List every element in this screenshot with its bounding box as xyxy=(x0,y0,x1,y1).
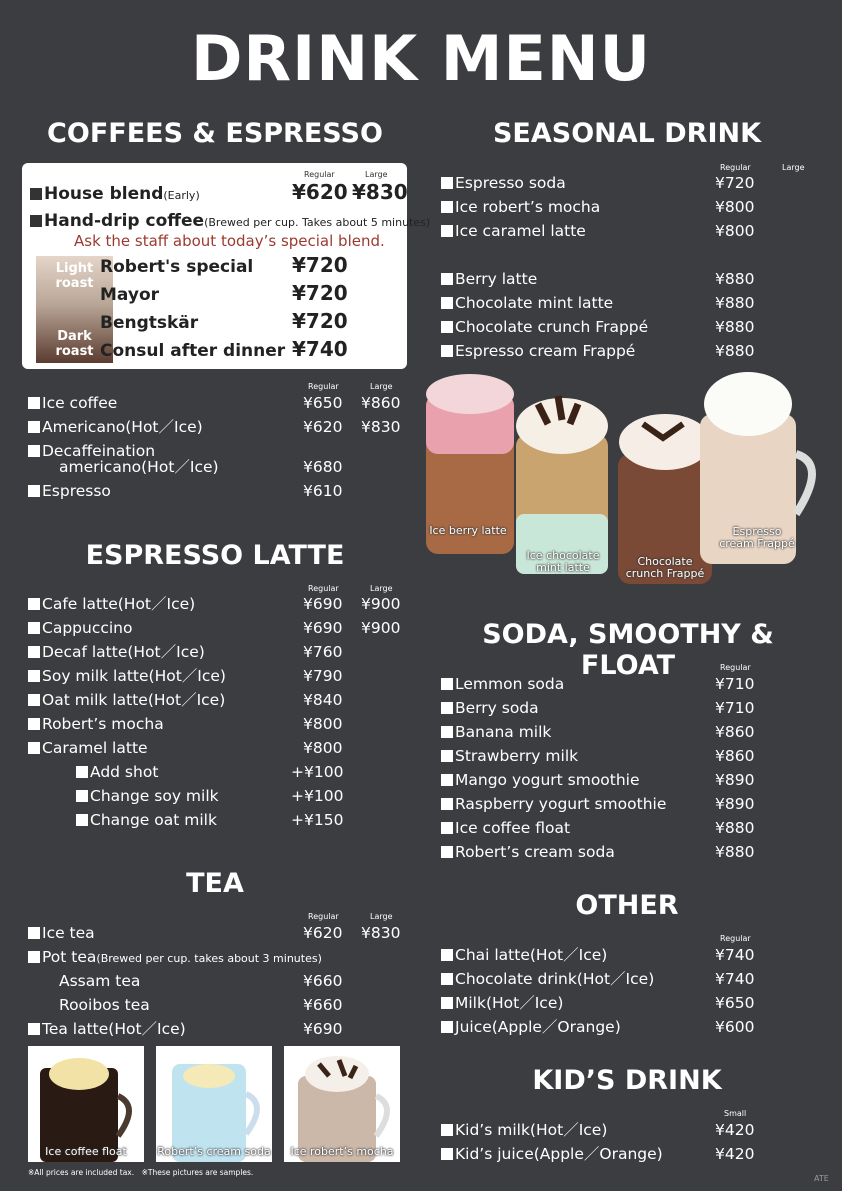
photo-ice-coffee-float xyxy=(28,1046,144,1162)
menu-item: Ice caramel latte ¥800 xyxy=(441,220,781,242)
roast-light-label: Light roast xyxy=(55,261,94,291)
menu-item: Milk(Hot／Ice) ¥650 xyxy=(441,992,781,1014)
menu-item: Lemmon soda ¥710 xyxy=(441,673,781,695)
menu-item: Tea latte(Hot／Ice) ¥690 xyxy=(28,1018,408,1040)
menu-item: Decaf latte(Hot／Ice) ¥760 xyxy=(28,641,408,663)
menu-item: Chocolate crunch Frappé ¥880 xyxy=(441,316,781,338)
menu-item: Oat milk latte(Hot／Ice) ¥840 xyxy=(28,689,408,711)
special-blend-note: Ask the staff about today’s special blend. xyxy=(74,232,385,250)
menu-item: americano(Hot／Ice) ¥680 xyxy=(59,458,343,476)
menu-item: Cafe latte(Hot／Ice) ¥690 ¥900 xyxy=(28,593,408,615)
menu-item: Mango yogurt smoothie ¥890 xyxy=(441,769,781,791)
special-item: Bengtskär ¥720 xyxy=(100,309,348,333)
col-regular-label: Regular xyxy=(308,584,339,593)
soda-heading: SODA, SMOOTHY & FLOAT xyxy=(482,619,774,681)
menu-item: Raspberry yogurt smoothie ¥890 xyxy=(441,793,781,815)
col-regular-label: Regular xyxy=(720,663,751,672)
footnote: ※All prices are included tax. ※These pictures are samples. xyxy=(28,1168,254,1177)
col-regular-label: Regular xyxy=(308,382,339,391)
col-regular-label: Regular xyxy=(308,912,339,921)
latte-heading: ESPRESSO LATTE xyxy=(85,540,345,571)
menu-item: Espresso cream Frappé ¥880 xyxy=(441,340,781,362)
menu-option: Change soy milk +¥100 xyxy=(76,785,376,807)
kids-heading: KID’S DRINK xyxy=(532,1065,722,1096)
menu-option: Change oat milk +¥150 xyxy=(76,809,376,831)
seasonal-drinks-photo xyxy=(418,364,838,586)
menu-item: Cappuccino ¥690 ¥900 xyxy=(28,617,408,639)
menu-item: Ice robert’s mocha ¥800 xyxy=(441,196,781,218)
menu-item: Kid’s juice(Apple／Orange) ¥420 xyxy=(441,1143,781,1165)
photo-caption: Ice chocolate mint latte xyxy=(526,549,600,574)
col-small-label: Small xyxy=(724,1109,747,1118)
photo-caption: Ice coffee float xyxy=(45,1145,127,1158)
menu-item-hand-drip: Hand-drip coffee(Brewed per cup. Takes about 5 minutes) xyxy=(30,210,405,232)
photo-caption: Ice robert’s mocha xyxy=(290,1145,394,1158)
menu-item: Rooibos tea ¥660 xyxy=(59,996,343,1014)
menu-item: Americano(Hot／Ice) ¥620 ¥830 xyxy=(28,416,408,438)
col-large-label: Large xyxy=(370,584,393,593)
photo-roberts-cream-soda xyxy=(156,1046,272,1162)
photo-caption: Espresso cream Frappé xyxy=(719,525,795,550)
menu-item: Decaffeination xyxy=(28,440,408,462)
menu-item: Strawberry milk ¥860 xyxy=(441,745,781,767)
photo-caption: Ice berry latte xyxy=(429,524,507,537)
menu-title: DRINK MENU xyxy=(190,22,652,95)
menu-item: Berry soda ¥710 xyxy=(441,697,781,719)
corner-mark: ATE xyxy=(814,1174,829,1183)
menu-item: Pot tea(Brewed per cup. takes about 3 minutes) xyxy=(28,946,418,968)
col-large-label: Large xyxy=(365,170,388,179)
menu-item: Chai latte(Hot／Ice) ¥740 xyxy=(441,944,781,966)
menu-item: Soy milk latte(Hot／Ice) ¥790 xyxy=(28,665,408,687)
menu-item: Assam tea ¥660 xyxy=(59,972,343,990)
col-large-label: Large xyxy=(782,163,805,172)
col-regular-label: Regular xyxy=(304,170,335,179)
menu-option: Add shot +¥100 xyxy=(76,761,376,783)
photo-ice-roberts-mocha xyxy=(284,1046,400,1162)
menu-item: Robert’s cream soda ¥880 xyxy=(441,841,781,863)
roast-dark-label: Dark roast xyxy=(55,329,94,359)
col-large-label: Large xyxy=(370,912,393,921)
menu-item: Robert’s mocha ¥800 xyxy=(28,713,408,735)
seasonal-heading: SEASONAL DRINK xyxy=(492,118,762,149)
other-heading: OTHER xyxy=(575,890,679,921)
menu-item: Banana milk ¥860 xyxy=(441,721,781,743)
col-large-label: Large xyxy=(370,382,393,391)
menu-item: Chocolate drink(Hot／Ice) ¥740 xyxy=(441,968,781,990)
menu-item: Caramel latte ¥800 xyxy=(28,737,408,759)
menu-item: Ice coffee float ¥880 xyxy=(441,817,781,839)
menu-item: Kid’s milk(Hot／Ice) ¥420 xyxy=(441,1119,781,1141)
special-item: Mayor ¥720 xyxy=(100,281,348,305)
menu-item: Espresso ¥610 xyxy=(28,480,408,502)
col-regular-label: Regular xyxy=(720,934,751,943)
menu-item-house-blend: House blend(Early) ¥620 ¥830 xyxy=(30,183,400,205)
photo-caption: Chocolate crunch Frappé xyxy=(625,555,705,580)
menu-item: Espresso soda ¥720 xyxy=(441,172,781,194)
coffees-heading: COFFEES & ESPRESSO xyxy=(47,118,383,149)
tea-heading: TEA xyxy=(186,868,244,899)
special-item: Consul after dinner ¥740 xyxy=(100,337,348,361)
menu-item: Ice tea ¥620 ¥830 xyxy=(28,922,408,944)
col-regular-label: Regular xyxy=(720,163,751,172)
menu-item: Chocolate mint latte ¥880 xyxy=(441,292,781,314)
photo-caption: Robert’s cream soda xyxy=(157,1145,271,1158)
house-blend-box xyxy=(22,163,431,369)
menu-item: Juice(Apple／Orange) ¥600 xyxy=(441,1016,781,1038)
menu-item: Ice coffee ¥650 ¥860 xyxy=(28,392,408,414)
menu-item: Berry latte ¥880 xyxy=(441,268,781,290)
special-item: Robert's special ¥720 xyxy=(100,253,348,277)
